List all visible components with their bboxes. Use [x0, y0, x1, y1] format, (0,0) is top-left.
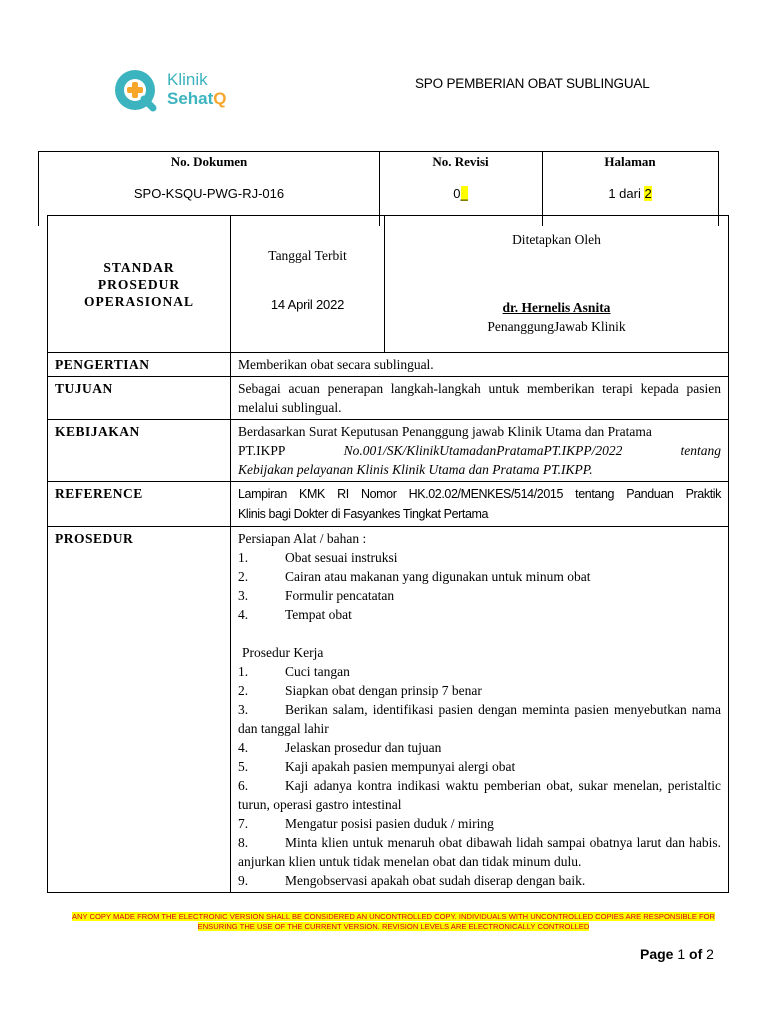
- reference-line1: Lampiran KMK RI Nomor HK.02.02/MENKES/514/2015 tentang Panduan Praktik: [238, 487, 721, 501]
- page-total: 2: [706, 946, 714, 962]
- list-item-text: Jelaskan prosedur dan tujuan: [285, 740, 442, 755]
- list-item: [238, 700, 721, 738]
- kebijakan-line3: Kebijakan pelayanan Klinis Klinik Utama dan Pratama PT.IKPP.: [238, 462, 593, 477]
- pengertian-row: [48, 353, 729, 377]
- tanggal-terbit-cell: [231, 216, 385, 353]
- kebijakan-text: [231, 420, 729, 482]
- logo-text: [167, 70, 227, 108]
- list-item: [238, 738, 721, 757]
- halaman-label: Halaman: [604, 154, 656, 169]
- list-item-number: 4.: [238, 607, 249, 622]
- page-of: of: [689, 946, 703, 962]
- list-item-number: 3.: [238, 702, 249, 717]
- reference-row: [48, 482, 729, 527]
- list-item-text: Minta klien untuk menaruh obat dibawah lidah sampai obatnya larut dan habis. anjurkan klien untuk tidak menelan obat dan tidak minum dulu.: [238, 835, 721, 869]
- no-revisi-label: No. Revisi: [432, 154, 489, 169]
- signer-role: PenanggungJawab Klinik: [487, 319, 626, 334]
- pengertian-label: PENGERTIAN: [48, 353, 231, 377]
- list-item: [238, 776, 721, 814]
- list-item: [238, 871, 721, 890]
- klinik-sehatq-logo: [113, 66, 253, 116]
- list-item: [238, 567, 721, 586]
- standar-cell: [48, 216, 231, 353]
- revisi-highlight: _: [460, 186, 468, 201]
- ditetapkan-cell: [385, 216, 729, 353]
- list-item-text: Kaji apakah pasien mempunyai alergi obat: [285, 759, 516, 774]
- document-header-table: [38, 151, 719, 213]
- tujuan-row: [48, 377, 729, 420]
- page-word: Page: [640, 946, 674, 962]
- list-item-text: Mengobservasi apakah obat sudah diserap dengan baik.: [285, 873, 586, 888]
- list-item-text: Mengatur posisi pasien duduk / miring: [285, 816, 494, 831]
- list-item: [238, 662, 721, 681]
- list-item-text: Kaji adanya kontra indikasi waktu pemberian obat, sukar menelan, peristaltic turun, operasi gastro intestinal: [238, 778, 721, 812]
- list-item-number: 4.: [238, 740, 249, 755]
- tanggal-value: 14 April 2022: [270, 297, 345, 312]
- prosedur-content: [231, 527, 729, 893]
- halaman-prefix: 1 dari: [608, 186, 645, 201]
- halaman-value: [542, 186, 718, 201]
- list-item: [238, 548, 721, 567]
- standar-line: PROSEDUR: [97, 276, 181, 292]
- kebijakan-row: [48, 420, 729, 482]
- kebijakan-pt: PT.IKPP: [238, 443, 286, 458]
- spacer: [238, 624, 721, 643]
- page-number: [640, 946, 714, 962]
- persiapan-list: [238, 548, 721, 624]
- tujuan-text: Sebagai acuan penerapan langkah-langkah untuk memberikan terapi kepada pasien melalui sublingual.: [231, 377, 729, 420]
- list-item-number: 6.: [238, 778, 249, 793]
- reference-text: [231, 482, 729, 527]
- list-item: [238, 605, 721, 624]
- logo-q: Q: [213, 89, 227, 108]
- no-dokumen-label: No. Dokumen: [170, 154, 248, 169]
- kebijakan-line: [238, 441, 721, 460]
- persiapan-title: Persiapan Alat / bahan :: [238, 531, 367, 546]
- sop-table: [47, 215, 729, 893]
- prosedur-kerja-title: Prosedur Kerja: [242, 645, 324, 660]
- list-item-text: Tempat obat: [285, 607, 352, 622]
- clinic-logo-icon: [113, 68, 163, 118]
- kebijakan-sk-number: No.001/SK/KlinikUtamadanPratamaPT.IKPP/2022: [343, 443, 623, 458]
- page-current: 1: [677, 946, 686, 962]
- list-item-number: 1.: [238, 550, 249, 565]
- list-item: [238, 681, 721, 700]
- standar-line: STANDAR: [103, 259, 175, 275]
- list-item-number: 5.: [238, 759, 249, 774]
- uncontrolled-copy-notice: [63, 912, 724, 931]
- logo-line2: [167, 89, 227, 108]
- list-item: [238, 586, 721, 605]
- list-item-text: Siapkan obat dengan prinsip 7 benar: [285, 683, 482, 698]
- list-item-text: Formulir pencatatan: [285, 588, 395, 603]
- ditetapkan-label: Ditetapkan Oleh: [512, 232, 601, 247]
- list-item-number: 7.: [238, 816, 249, 831]
- no-revisi-value: [379, 186, 542, 201]
- header-left-edge: [38, 212, 39, 226]
- kebijakan-label: KEBIJAKAN: [48, 420, 231, 482]
- sop-header-row: [48, 216, 729, 353]
- revisi-number: 0: [453, 186, 461, 201]
- signer-name: dr. Hernelis Asnita: [502, 300, 611, 315]
- logo-sehat: Sehat: [167, 89, 214, 108]
- list-item: [238, 757, 721, 776]
- list-item-number: 2.: [238, 683, 249, 698]
- list-item-number: 3.: [238, 588, 249, 603]
- list-item-text: Cairan atau makanan yang digunakan untuk minum obat: [285, 569, 591, 584]
- kebijakan-tentang: tentang: [680, 443, 721, 458]
- pengertian-text: Memberikan obat secara sublingual.: [231, 353, 729, 377]
- logo-line1: Klinik: [167, 70, 208, 89]
- tujuan-label: TUJUAN: [48, 377, 231, 420]
- document-title: SPO PEMBERIAN OBAT SUBLINGUAL: [415, 76, 650, 91]
- no-dokumen-value: SPO-KSQU-PWG-RJ-016: [133, 186, 285, 201]
- prosedur-kerja-list: [238, 662, 721, 890]
- reference-label: REFERENCE: [48, 482, 231, 527]
- list-item-text: Obat sesuai instruksi: [285, 550, 398, 565]
- prosedur-label: PROSEDUR: [48, 527, 231, 893]
- list-item-number: 2.: [238, 569, 249, 584]
- kebijakan-line: [238, 422, 721, 441]
- list-item-number: 8.: [238, 835, 249, 850]
- list-item-text: Berikan salam, identifikasi pasien dengan meminta pasien menyebutkan nama dan tanggal lahir: [238, 702, 721, 736]
- list-item-number: 1.: [238, 664, 249, 679]
- standar-line: OPERASIONAL: [83, 293, 194, 309]
- kebijakan-line1: Berdasarkan Surat Keputusan Penanggung jawab Klinik Utama dan Pratama: [238, 424, 652, 439]
- halaman-total: 2: [644, 186, 652, 201]
- notice-text: ANY COPY MADE FROM THE ELECTRONIC VERSION SHALL BE CONSIDERED AN UNCONTROLLED COPY. INDIVIDUALS WITH UNCONTROLLED COPIES ARE RESPONSIBLE FOR ENSURING THE USE OF THE CURRENT VERSION. REVISION LEVELS ARE ELECTRONICALLY CONTROLLED: [71, 912, 716, 931]
- list-item-text: Cuci tangan: [285, 664, 350, 679]
- prosedur-row: [48, 527, 729, 893]
- list-item: [238, 814, 721, 833]
- list-item: [238, 833, 721, 871]
- reference-line2: Klinis bagi Dokter di Fasyankes Tingkat Pertama: [238, 507, 489, 521]
- list-item-number: 9.: [238, 873, 249, 888]
- tanggal-label: Tanggal Terbit: [268, 248, 347, 263]
